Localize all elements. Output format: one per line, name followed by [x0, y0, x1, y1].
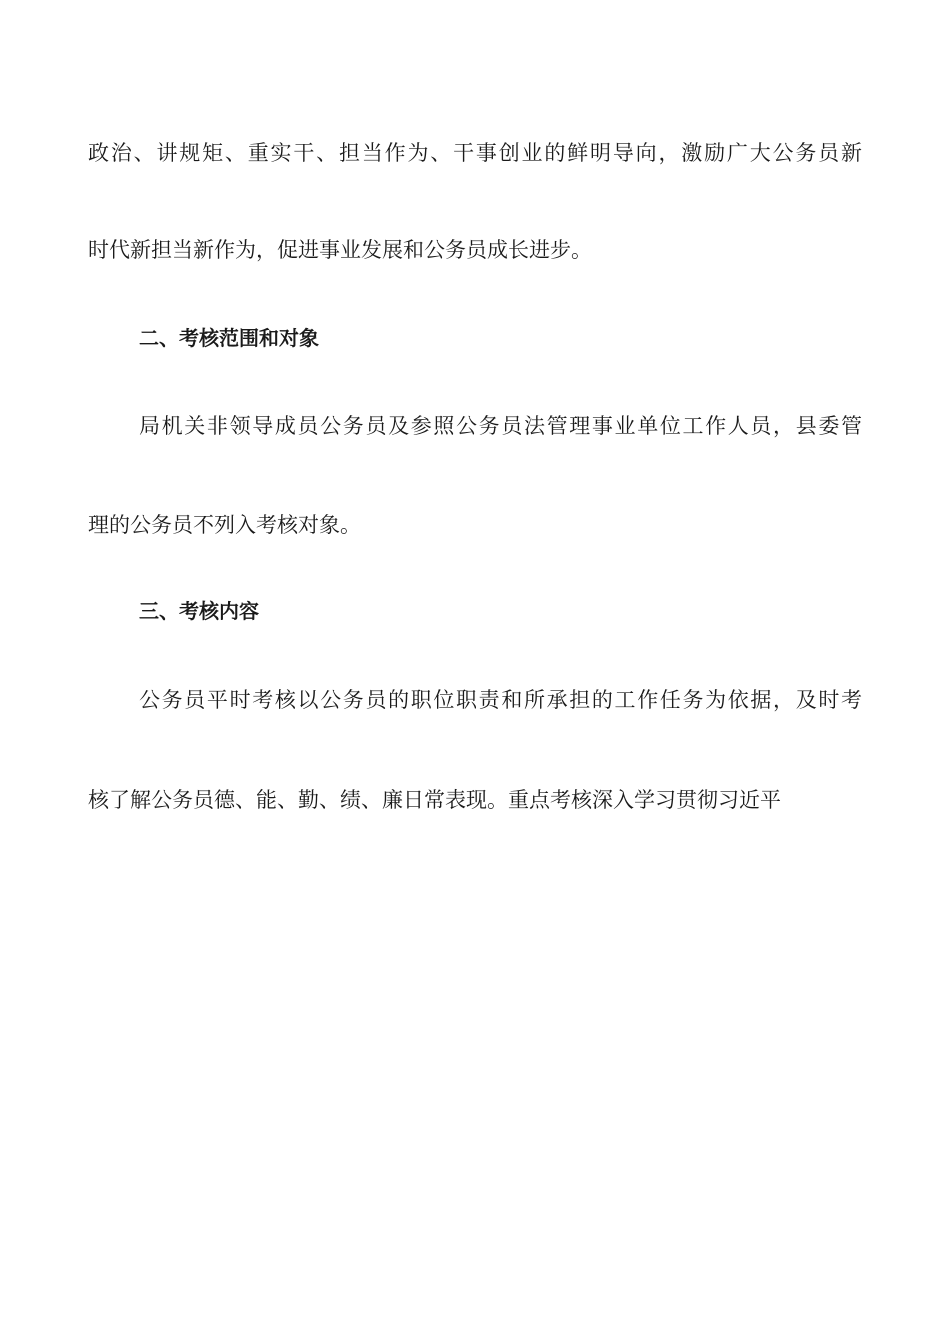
section-3-line-1: 公务员平时考核以公务员的职位职责和所承担的工作任务为依据，及时考 — [139, 688, 862, 712]
paragraph-1-line-2: 时代新担当新作为，促进事业发展和公务员成长进步。 — [88, 238, 592, 262]
paragraph-1-line-1: 政治、讲规矩、重实干、担当作为、干事创业的鲜明导向，激励广大公务员新 — [88, 141, 862, 165]
section-2-heading: 二、考核范围和对象 — [139, 326, 319, 350]
section-2-line-2: 理的公务员不列入考核对象。 — [88, 513, 361, 537]
section-2-line-1: 局机关非领导成员公务员及参照公务员法管理事业单位工作人员，县委管 — [139, 414, 862, 438]
section-3-heading: 三、考核内容 — [139, 599, 259, 623]
section-3-line-2: 核了解公务员德、能、勤、绩、廉日常表现。重点考核深入学习贯彻习近平 — [88, 788, 781, 812]
